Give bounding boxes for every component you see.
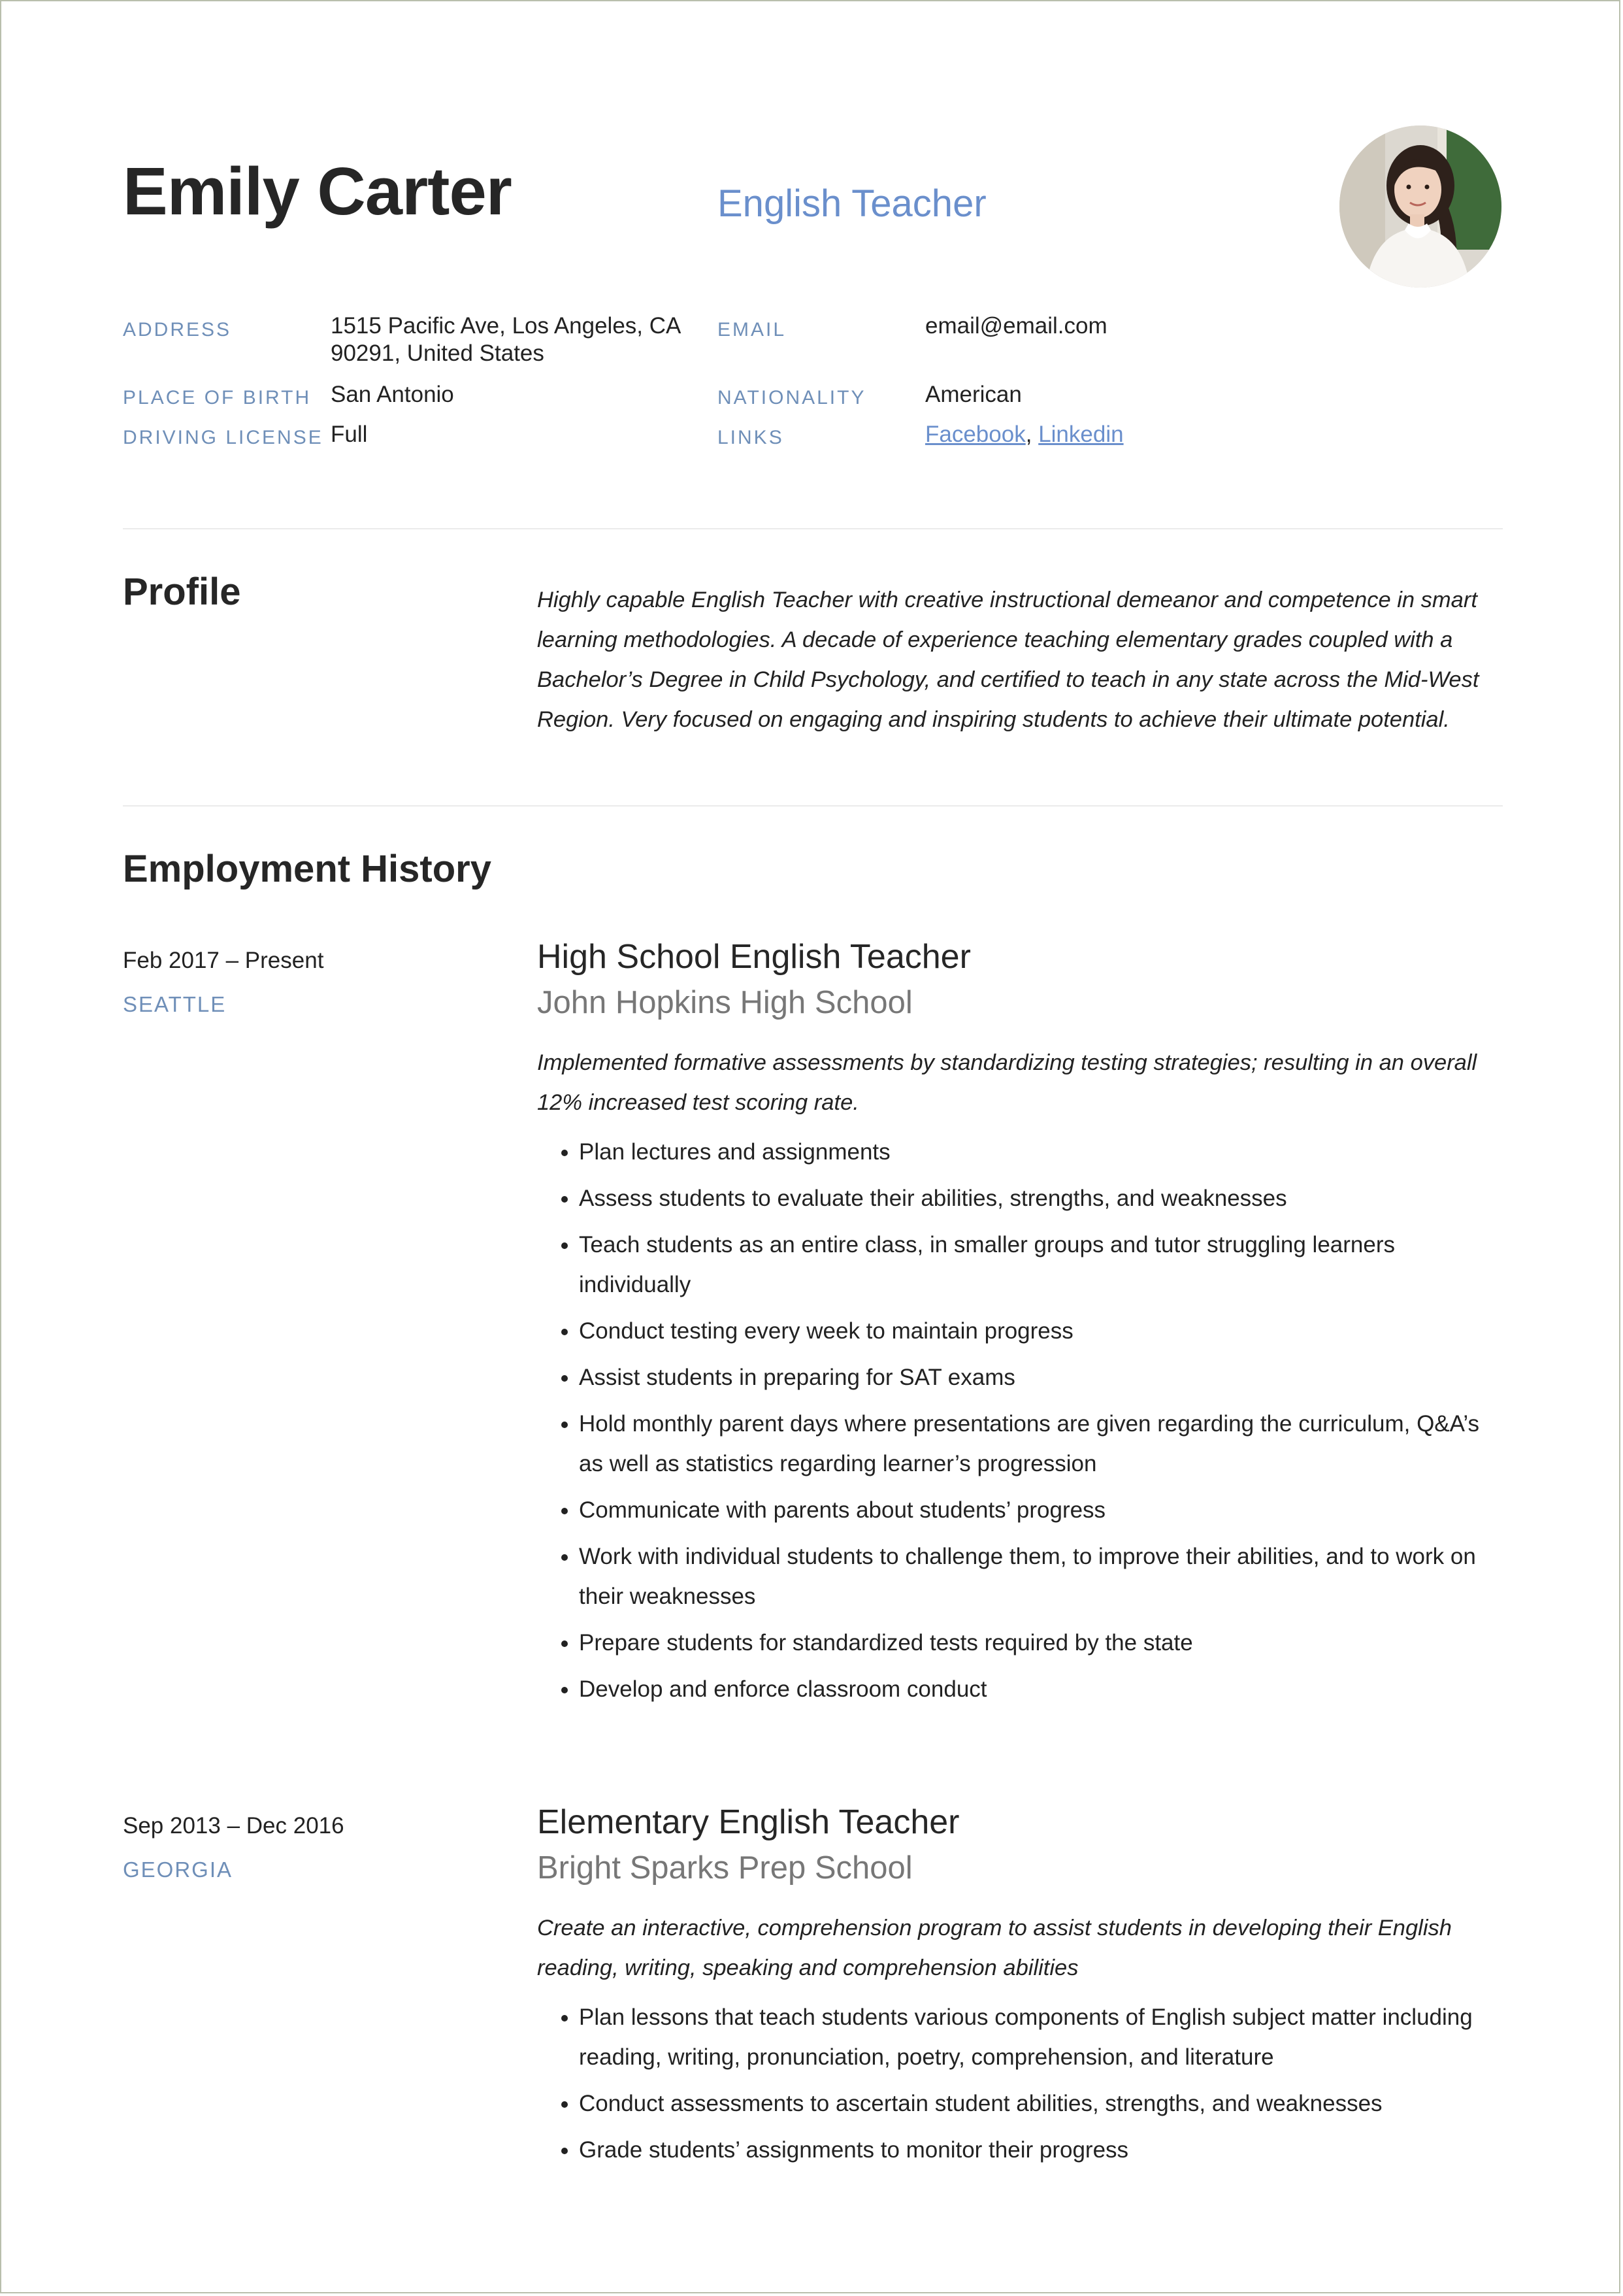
list-item: • Conduct assessments to ascertain student abilities, strengths, and weaknesses <box>579 2084 1505 2123</box>
list-item: • Grade students’ assignments to monitor their progress <box>579 2130 1505 2170</box>
list-item: • Conduct testing every week to maintain progress <box>579 1311 1505 1351</box>
license-value: Full <box>331 422 368 447</box>
nationality-label: NATIONALITY <box>717 387 866 408</box>
job-role: High School English Teacher <box>537 938 971 976</box>
birth-value: San Antonio <box>331 382 454 407</box>
list-item: • Teach students as an entire class, in smaller groups and tutor struggling learners individually <box>579 1225 1505 1305</box>
list-item: • Work with individual students to challenge them, to improve their abilities, and to work on their weaknesses <box>579 1537 1505 1616</box>
divider <box>123 528 1503 529</box>
birth-label: PLACE OF BIRTH <box>123 387 312 408</box>
links-value <box>925 421 1124 448</box>
job-employer: John Hopkins High School <box>537 985 913 1020</box>
address-value-line2: 90291, United States <box>331 341 544 366</box>
list-item: • Develop and enforce classroom conduct <box>579 1669 1505 1709</box>
job-city: SEATTLE <box>123 992 227 1016</box>
facebook-link[interactable]: Facebook <box>925 422 1026 447</box>
list-item: • Plan lessons that teach students various components of English subject matter including reading, writing, pronunciation, poetry, comprehension, and literature <box>579 1997 1505 2077</box>
job-dates: Sep 2013 – Dec 2016 <box>123 1813 344 1838</box>
job-city: GEORGIA <box>123 1857 233 1882</box>
job-summary: Create an interactive, comprehension program to assist students in developing their English reading, writing, speaking and comprehension abilities <box>537 1916 1452 1980</box>
email-label: EMAIL <box>717 319 787 341</box>
list-item: • Hold monthly parent days where presentations are given regarding the curriculum, Q&A’s as well as statistics regarding learner’s progression <box>579 1404 1505 1484</box>
profile-heading: Profile <box>123 571 241 613</box>
profile-text: Highly capable English Teacher with creative instructional demeanor and competence in smart learning methodologies. A decade of experience teaching elementary grades coupled with a Bachelor’s Degree in Child Psychology, and certified to teach in any state across the Mid-West Region. Very focused on engaging and inspiring students to achieve their ultimate potential. <box>537 588 1479 732</box>
linkedin-link[interactable]: Linkedin <box>1038 422 1124 447</box>
portrait-photo-icon <box>1339 125 1501 288</box>
list-item: • Assess students to evaluate their abilities, strengths, and weaknesses <box>579 1178 1505 1218</box>
job-employer: Bright Sparks Prep School <box>537 1850 913 1886</box>
job-role: Elementary English Teacher <box>537 1803 960 1841</box>
address-label: ADDRESS <box>123 319 232 341</box>
nationality-value: American <box>925 382 1022 407</box>
avatar <box>1339 125 1501 288</box>
list-item: • Prepare students for standardized tests required by the state <box>579 1623 1505 1663</box>
list-item: • Plan lectures and assignments <box>579 1132 1505 1172</box>
job-title: English Teacher <box>717 182 987 225</box>
job-dates: Feb 2017 – Present <box>123 948 324 973</box>
list-item: • Communicate with parents about students’ progress <box>579 1490 1505 1530</box>
license-label: DRIVING LICENSE <box>123 427 323 448</box>
job-summary: Implemented formative assessments by standardizing testing strategies; resulting in an overall 12% increased test scoring rate. <box>537 1050 1477 1115</box>
links-separator: , <box>1025 422 1032 447</box>
address-value-line1: 1515 Pacific Ave, Los Angeles, CA <box>331 313 681 339</box>
job-bullet-list <box>538 1132 1505 1716</box>
list-item: • Assist students in preparing for SAT exams <box>579 1357 1505 1397</box>
divider <box>123 805 1503 807</box>
employment-heading: Employment History <box>123 848 491 890</box>
links-label: LINKS <box>717 427 784 448</box>
email-value[interactable]: email@email.com <box>925 313 1107 339</box>
candidate-name: Emily Carter <box>123 154 512 229</box>
job-bullet-list <box>538 1997 1505 2176</box>
